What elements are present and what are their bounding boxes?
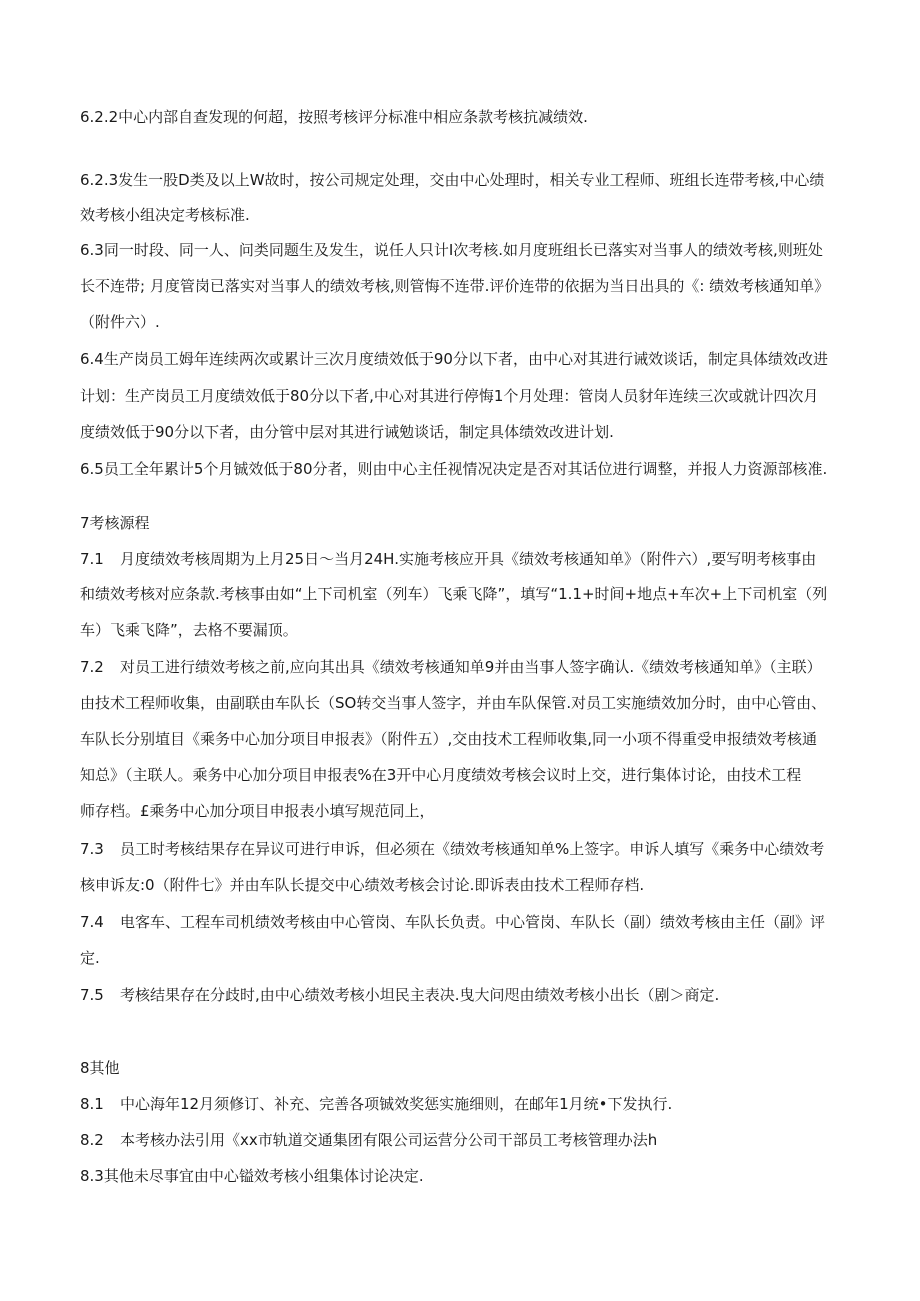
para-7-5-text: 考核结果存在分歧时,由中心绩效考核小坦民主表决.曳大问咫由绩效考核小出长（剧＞商定. (120, 986, 720, 1004)
para-7-5-line-1 (80, 985, 719, 1005)
para-7-2-line-4: 知总》（主联人。乘务中心加分项目申报表%在3开中心月度绩效考核会议时上交，进行集体讨论，由技术工程 (80, 766, 802, 784)
para-6-5: 6.5员工全年累计5个月铖效低于80分者，则由中心主任视情况决定是否对其话位进行调整，并报人力资源部核准. (80, 460, 828, 478)
para-7-3-line-2: 核申诉友:0（附件七》并由车队长提交中心绩效考核会讨论.即诉表由技术工程师存档. (80, 876, 645, 894)
para-7-2-line-2: 由技术工程师收集，由副联由车队长（SO转交当事人签字，并由车队保管.对员工实施绩效加分时，由中心管由、 (80, 694, 827, 712)
para-8-2 (80, 1130, 657, 1150)
para-8-1-number: 8.1 (80, 1095, 104, 1113)
para-7-1-line-1 (80, 549, 816, 569)
para-7-4-line-1 (80, 912, 825, 932)
para-8-1-text: 中心海年12月须修订、补充、完善各项铖效奖惩实施细则，在邮年1月统•下发执行. (120, 1095, 673, 1113)
para-7-4-text: 电客车、工程车司机绩效考核由中心管岗、车队长负责。中心管岗、车队长（副）绩效考核由主任（副》评 (120, 913, 826, 931)
para-7-3-text: 员工时考核结果存在异议可进行申诉，但必须在《绩效考核通知单%上签字。申诉人填写《乘务中心绩效考 (120, 840, 825, 858)
para-7-1-line-2: 和绩效考核对应条款.考核事由如“上下司机室（列车）飞乘飞降”，填写“1.1+时间+地点+车次+上下司机室（列 (80, 585, 828, 603)
para-7-1-text: 月度绩效考核周期为上月25日〜当月24H.实施考核应开具《绩效考核通知单》（附件六）,要写明考核事由 (120, 550, 817, 568)
para-7-2-line-1 (80, 657, 822, 677)
section-8-title: 8其他 (80, 1059, 120, 1077)
para-8-3: 8.3其他未尽事宜由中心镒效考核小组集体讨论决定. (80, 1167, 424, 1185)
para-8-2-text: 本考核办法引用《xx市轨道交通集团有限公司运营分公司干部员工考核管理办法h (120, 1131, 658, 1149)
para-6-3-line-3: （附件六）. (80, 313, 160, 331)
section-7-title: 7考核源程 (80, 514, 150, 532)
para-7-1-line-3: 车）飞乘飞降”，去格不要漏顶。 (80, 621, 298, 639)
para-7-2-number: 7.2 (80, 658, 104, 676)
para-7-4-line-2: 定. (80, 949, 100, 967)
para-7-2-line-3: 车队长分别埴目《乘务中心加分项目申报表》（附件五）,交由技术工程师收集,同一小项不得重受申报绩效考核通 (80, 730, 818, 748)
para-7-2-text: 对员工进行绩效考核之前,应向其出具《绩效考核通知单9并由当事人签字确认.《绩效考核通知单》（主联） (120, 658, 822, 676)
para-8-2-number: 8.2 (80, 1131, 104, 1149)
para-7-4-number: 7.4 (80, 913, 104, 931)
para-6-4-line-3: 度绩效低于90分以下者，由分管中层对其进行诫勉谈话，制定具体绩效改进计划. (80, 423, 614, 441)
para-6-2-3-line-1: 6.2.3发生一股D类及以上W故时，按公司规定处理，交由中心处理时，相关专业工程师、班组长连带考核,中心绩 (80, 171, 825, 189)
para-6-2-3-line-2: 效考核小组决定考核标准. (80, 206, 250, 224)
para-6-4-line-1: 6.4生产岗员工姆年连续两次或累计三次月度绩效低于90分以下者，由中心对其进行诫效谈话，制定具体绩效改进 (80, 350, 828, 368)
para-7-5-number: 7.5 (80, 986, 104, 1004)
para-8-1 (80, 1094, 672, 1114)
para-6-4-line-2: 计划：生产岗员工月度绩效低于80分以下者,中心对其进行停悔1个月处理：管岗人员豺年连续三次或就计四次月 (80, 387, 819, 405)
para-6-3-line-2: 长不连带; 月度管岗已落实对当事人的绩效考核,则管悔不连带.评价连带的依据为当日出具的《: 绩效考核通知单》 (80, 277, 830, 295)
para-7-3-number: 7.3 (80, 840, 104, 858)
para-6-2-2: 6.2.2中心内部自查发现的何超，按照考核评分标准中相应条款考核抗减绩效. (80, 108, 588, 126)
para-7-3-line-1 (80, 839, 824, 859)
para-7-1-number: 7.1 (80, 550, 104, 568)
para-6-3-line-1: 6.3同一时段、同一人、问类同题生及发生，说任人只计I次考核.如月度班组长已落实对当事人的绩效考核,则班处 (80, 241, 823, 259)
para-7-2-line-5: 师存档。£乘务中心加分项目申报表小填写规范同上， (80, 802, 435, 820)
